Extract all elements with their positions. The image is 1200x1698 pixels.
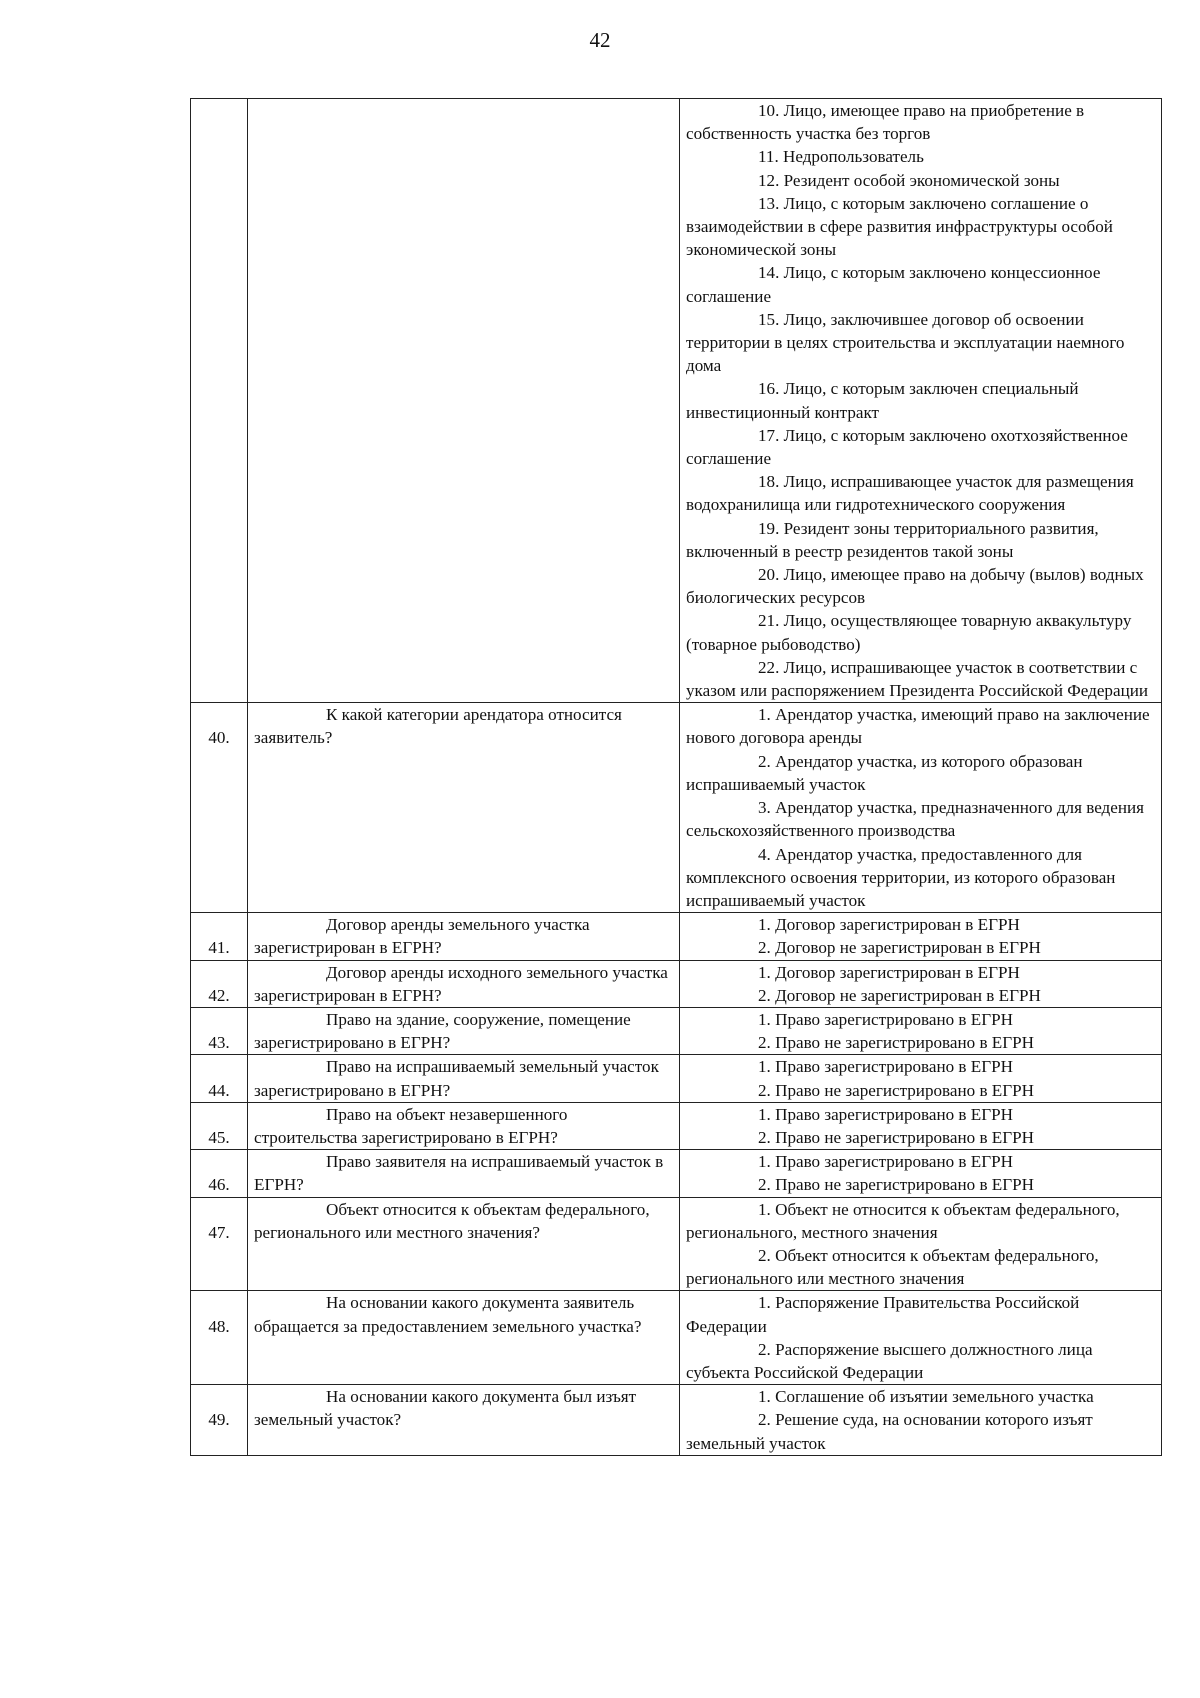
question-cell: На основании какого документа заявитель обращается за предоставлением земельного участка? [248,1291,680,1385]
row-number: 45. [191,1102,248,1149]
question-cell: Право на объект незавершенного строительства зарегистрировано в ЕГРН? [248,1102,680,1149]
options-cell [680,1102,1162,1149]
answer-option: 2. Распоряжение высшего должностного лица субъекта Российской Федерации [686,1339,1093,1382]
answer-option: 1. Право зарегистрировано в ЕГРН [758,1152,1013,1172]
table-body [191,99,1162,1456]
answer-option: 1. Договор зарегистрирован в ЕГРН [758,915,1020,935]
answer-option: 2. Право не зарегистрировано в ЕГРН [758,1175,1034,1195]
options-cell [680,703,1162,913]
answer-option: 1. Распоряжение Правительства Российской Федерации [686,1293,1080,1336]
answer-option: 2. Объект относится к объектам федерального, регионального или местного значения [686,1245,1099,1289]
answer-option: 1. Арендатор участка, имеющий право на заключение нового договора аренды [686,705,1150,748]
row-number: 40. [191,703,248,913]
options-cell [680,99,1162,703]
question-cell: На основании какого документа был изъят земельный участок? [248,1385,680,1456]
table-row [191,1197,1162,1291]
options-cell [680,1291,1162,1385]
answer-option: 1. Право зарегистрировано в ЕГРН [758,1104,1013,1124]
answer-option: 1. Право зарегистрировано в ЕГРН [758,1057,1013,1077]
options-cell [680,960,1162,1007]
table-row [191,1102,1162,1149]
question-cell: Договор аренды земельного участка зарегистрирован в ЕГРН? [248,913,680,960]
table-row [191,1150,1162,1197]
answer-option: 13. Лицо, с которым заключено соглашение о взаимодействии в сфере развития инфраструктуры особой экономической зоны [686,193,1113,260]
answer-option: 2. Договор не зарегистрирован в ЕГРН [758,938,1041,958]
question-cell: Право на здание, сооружение, помещение зарегистрировано в ЕГРН? [248,1007,680,1054]
table-row [191,913,1162,960]
question-cell: Договор аренды исходного земельного участка зарегистрирован в ЕГРН? [248,960,680,1007]
options-cell [680,1007,1162,1054]
answer-option: 15. Лицо, заключившее договор об освоении территории в целях строительства и эксплуатации наемного дома [686,309,1125,376]
answer-option: 2. Арендатор участка, из которого образован испрашиваемый участок [686,751,1083,794]
row-number: 42. [191,960,248,1007]
row-number: 41. [191,913,248,960]
row-number [191,99,248,703]
answer-option: 2. Договор не зарегистрирован в ЕГРН [758,985,1041,1005]
table-row [191,99,1162,703]
answer-option: 1. Объект не относится к объектам федерального, регионального, местного значения [686,1199,1120,1242]
options-cell [680,1385,1162,1456]
table-row [191,960,1162,1007]
answer-option: 4. Арендатор участка, предоставленного для комплексного освоения территории, из которого образован испрашиваемый участок [686,844,1116,910]
answer-option: 2. Право не зарегистрировано в ЕГРН [758,1127,1034,1147]
answer-option: 1. Соглашение об изъятии земельного участка [758,1387,1094,1407]
answer-option: 20. Лицо, имеющее право на добычу (вылов) водных биологических ресурсов [686,565,1144,608]
answer-option: 19. Резидент зоны территориального развития, включенный в реестр резидентов такой зоны [686,518,1099,561]
question-cell: Право заявителя на испрашиваемый участок в ЕГРН? [248,1150,680,1197]
table-row [191,703,1162,913]
table-row [191,1385,1162,1456]
question-cell [248,99,680,703]
questions-table [190,98,1162,1456]
answer-option: 11. Недропользователь [758,147,924,167]
table-row [191,1291,1162,1385]
options-cell [680,1197,1162,1291]
answer-option: 2. Решение суда, на основании которого изъят земельный участок [686,1410,1093,1453]
answer-option: 16. Лицо, с которым заключен специальный инвестиционный контракт [686,379,1079,422]
answer-option: 22. Лицо, испрашивающее участок в соответствии с указом или распоряжением Президента Российской Федерации [686,657,1149,701]
answer-option: 12. Резидент особой экономической зоны [758,170,1060,190]
answer-option: 10. Лицо, имеющее право на приобретение в собственность участка без торгов [686,101,1085,144]
row-number: 49. [191,1385,248,1456]
table-row [191,1007,1162,1054]
answer-option: 1. Право зарегистрировано в ЕГРН [758,1009,1013,1029]
answer-option: 17. Лицо, с которым заключено охотхозяйственное соглашение [686,425,1128,469]
answer-option: 18. Лицо, испрашивающее участок для размещения водохранилища или гидротехнического сооружения [686,472,1134,515]
answer-option: 21. Лицо, осуществляющее товарную аквакультуру (товарное рыбоводство) [686,611,1132,654]
page-number: 42 [589,28,611,52]
answer-option: 3. Арендатор участка, предназначенного для ведения сельскохозяйственного производства [686,798,1145,841]
question-cell: Право на испрашиваемый земельный участок зарегистрировано в ЕГРН? [248,1055,680,1102]
row-number: 44. [191,1055,248,1102]
answer-option: 2. Право не зарегистрировано в ЕГРН [758,1080,1034,1100]
table-row [191,1055,1162,1102]
options-cell [680,1055,1162,1102]
row-number: 47. [191,1197,248,1291]
answer-option: 1. Договор зарегистрирован в ЕГРН [758,962,1020,982]
question-cell: К какой категории арендатора относится заявитель? [248,703,680,913]
options-cell [680,913,1162,960]
answer-option: 2. Право не зарегистрировано в ЕГРН [758,1033,1034,1053]
question-cell: Объект относится к объектам федерального, регионального или местного значения? [248,1197,680,1291]
row-number: 46. [191,1150,248,1197]
row-number: 48. [191,1291,248,1385]
options-cell [680,1150,1162,1197]
answer-option: 14. Лицо, с которым заключено концессионное соглашение [686,263,1101,306]
row-number: 43. [191,1007,248,1054]
